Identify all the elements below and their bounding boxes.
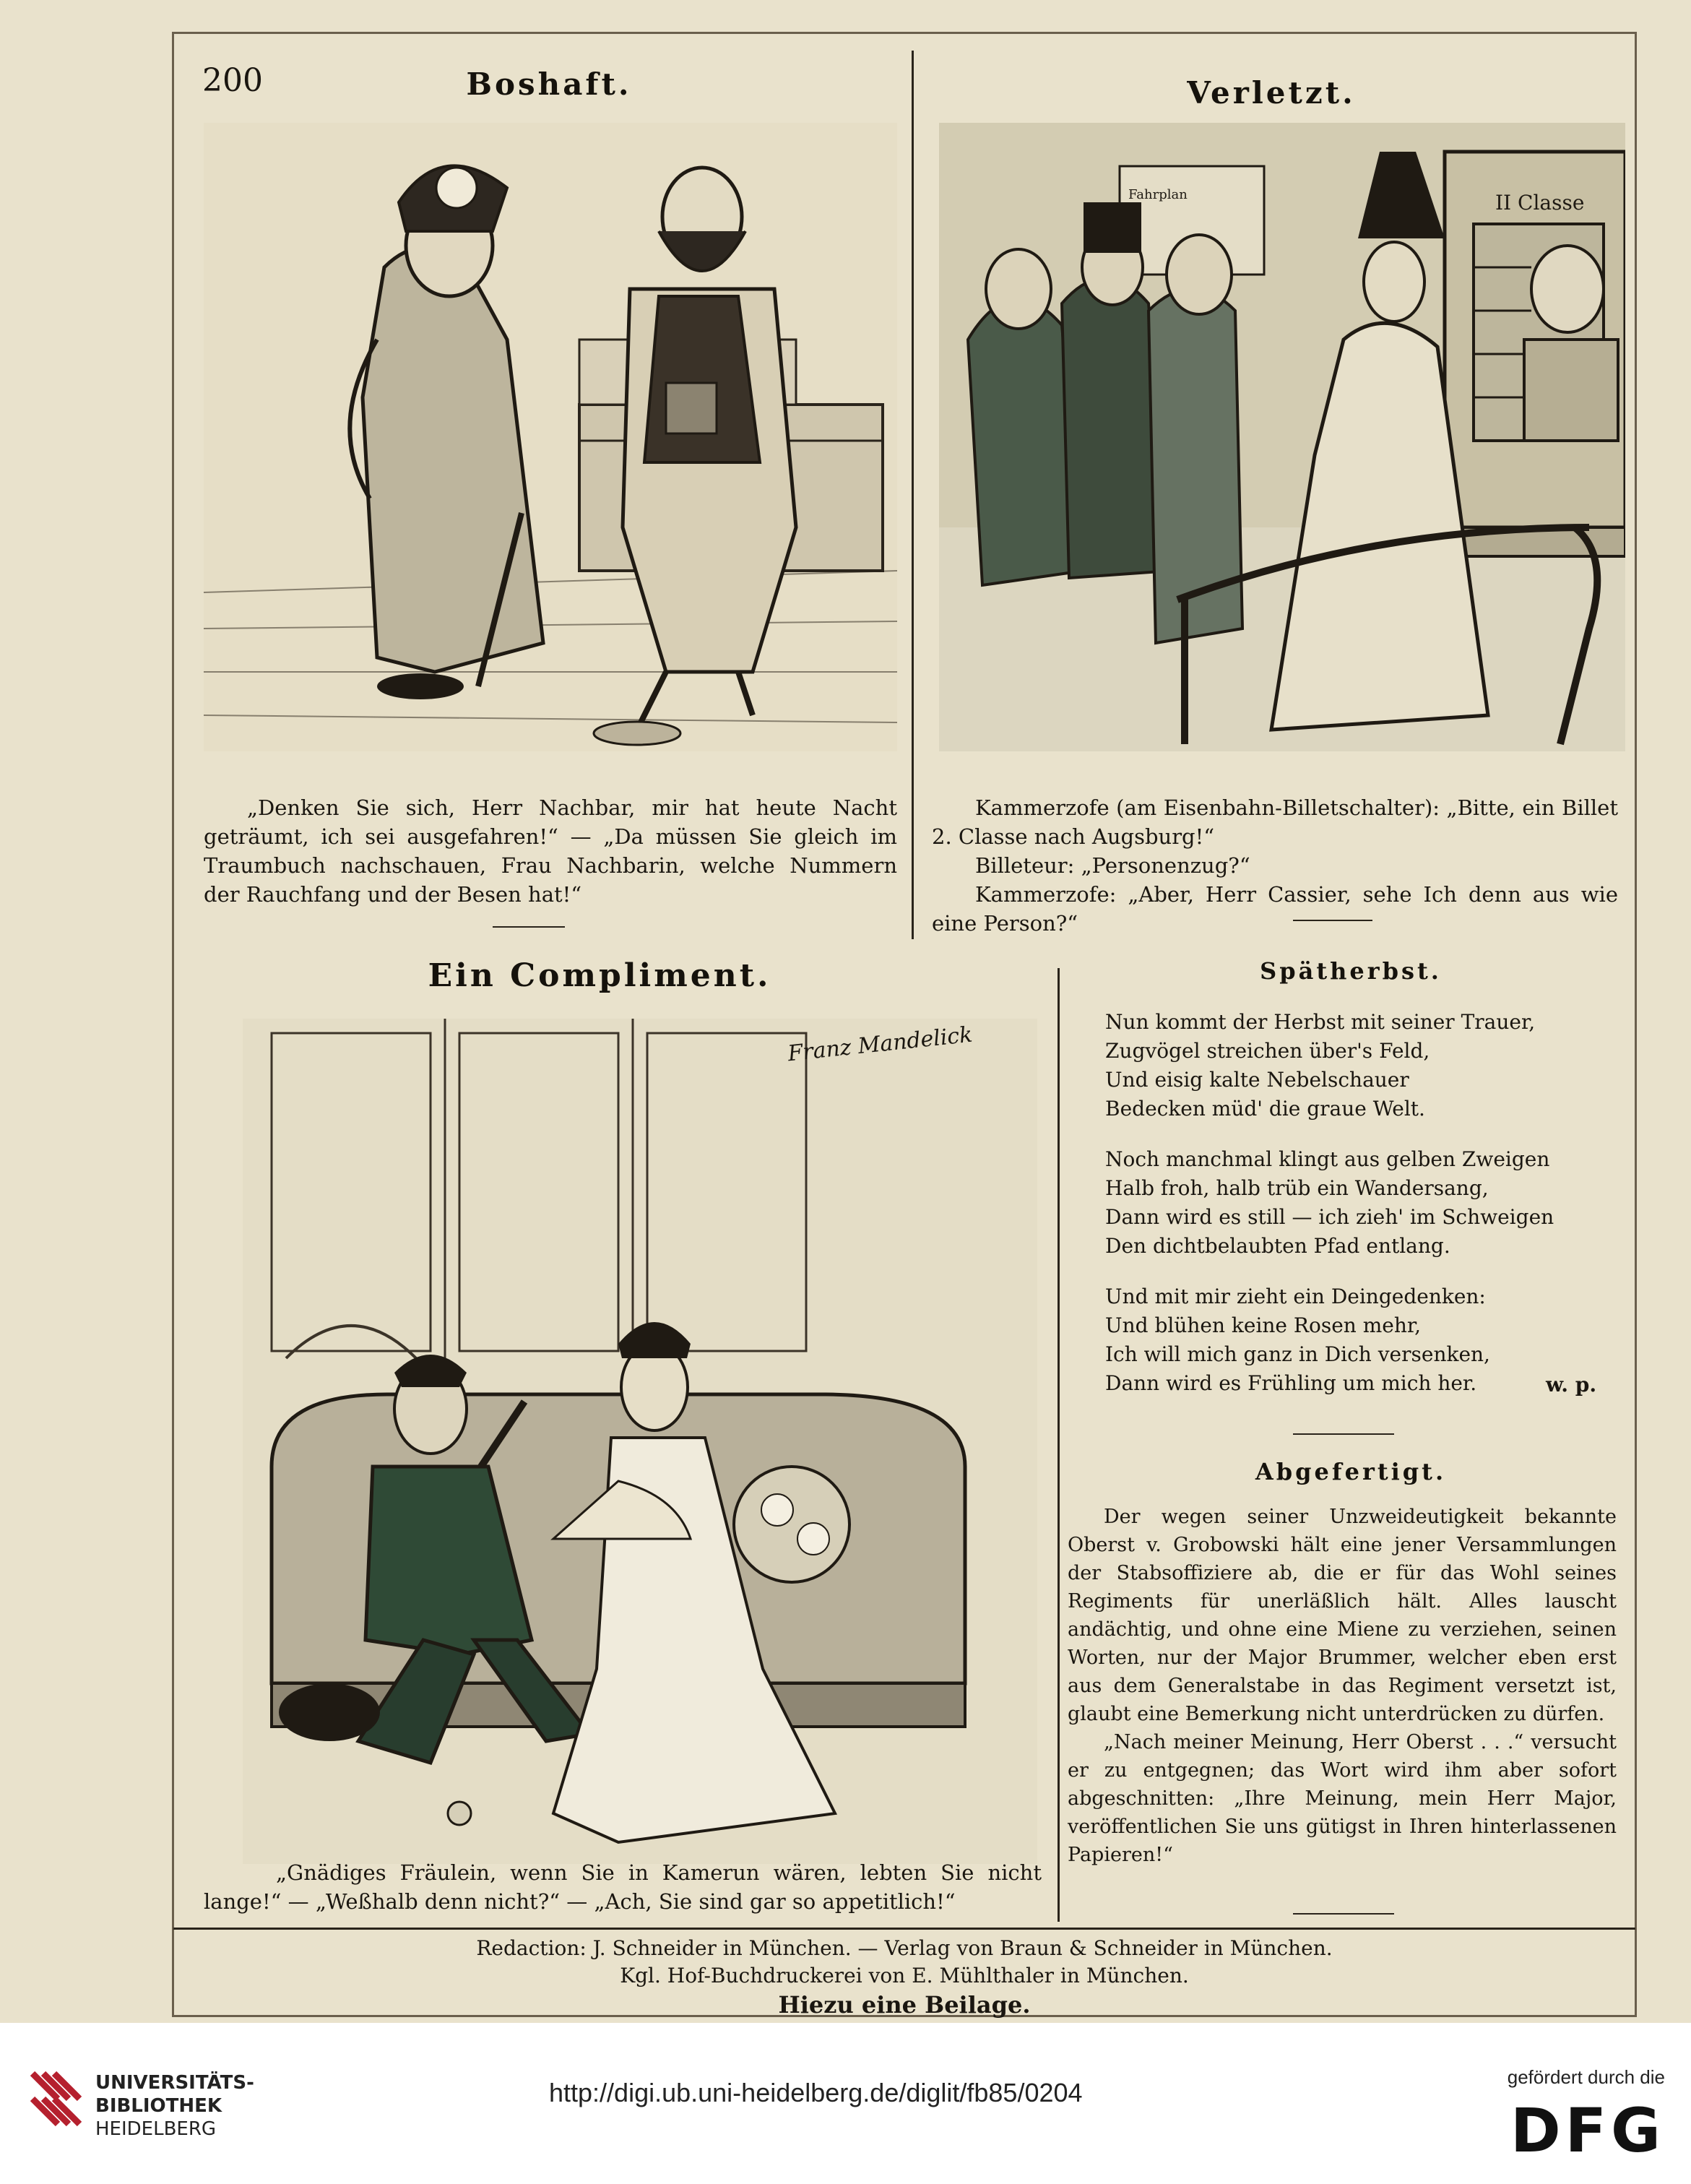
poem-stanza-1	[1105, 1008, 1535, 1123]
timetable-sign: Fahrplan	[1128, 187, 1188, 202]
poem-line: Nun kommt der Herbst mit seiner Trauer,	[1105, 1010, 1536, 1034]
cartoon1-caption: „Denken Sie sich, Herr Nachbar, mir hat heute Nacht geträumt, ich sei ausgefahren!“ — „Da müssen Sie gleich im Traumbuch nachschauen, Frau Nachbarin, welche Nummern der Rauchfang und der Besen hat!“	[204, 795, 897, 907]
cartoon2-title: Verletzt.	[1187, 75, 1356, 111]
poem-stanza-3	[1105, 1282, 1490, 1398]
imprint-line-3: Hiezu eine Beilage.	[778, 1991, 1031, 2019]
cartoon3-artist-signature: Franz Mandelick	[786, 1022, 974, 1067]
poem-author: w. p.	[1546, 1373, 1597, 1397]
cartoon2-line1: Kammerzofe (am Eisenbahn-Billetschalter): „Bitte, ein Billet 2. Classe nach Augsburg!“	[932, 795, 1618, 849]
cartoon3-caption: „Gnädiges Fräulein, wenn Sie in Kamerun wären, lebten Sie nicht lange!“ — „Weßhalb denn nicht?“ — „Ach, Sie sind gar so appetitlich!“	[204, 1860, 1042, 1914]
poem-line: Bedecken müd' die graue Welt.	[1105, 1097, 1425, 1121]
cartoon2-dialogue-1	[932, 793, 1618, 851]
separator-rule	[1293, 920, 1372, 921]
cartoon1-illustration	[204, 123, 897, 751]
cartoon2-dialogue-2	[932, 851, 1618, 880]
library-name-line-2: BIBLIOTHEK	[95, 2095, 222, 2117]
poem-stanza-2	[1105, 1145, 1554, 1261]
poem-line: Zugvögel streichen über's Feld,	[1105, 1039, 1430, 1063]
cartoon2-dialogue-3	[932, 880, 1618, 938]
library-logo-icon	[29, 2066, 87, 2131]
column-rule-top	[912, 51, 914, 939]
poem-line: Und eisig kalte Nebelschauer	[1105, 1068, 1409, 1092]
cartoon2-line2: Billeteur: „Personenzug?“	[975, 853, 1250, 878]
poem-line: Ich will mich ganz in Dich versenken,	[1105, 1342, 1490, 1366]
imprint-rule	[173, 1928, 1635, 1930]
funding-note: gefördert durch die	[1507, 2066, 1665, 2088]
cartoon2-line3: Kammerzofe: „Aber, Herr Cassier, sehe Ich denn aus wie eine Person?“	[932, 882, 1618, 936]
separator-rule	[1293, 1913, 1394, 1915]
cartoon1-title: Boshaft.	[466, 66, 632, 102]
poem-line: Den dichtbelaubten Pfad entlang.	[1105, 1234, 1450, 1258]
anecdote-paragraph-1: Der wegen seiner Unzweideutigkeit bekannte Oberst v. Grobowski hält eine jener Versammlungen der Stabsoffiziere ab, die er für das Wohl seines Regiments für unerläßlich hält. Alles lauscht andächtig, und ohne eine Miene zu verziehen, seinen Worten, nur der Major Brummer, welcher eben erst aus dem Generalstabe in das Regiment versetzt ist, glaubt eine Bemerkung nicht unterdrücken zu dürfen.	[1068, 1506, 1617, 1725]
digitization-footer	[0, 2023, 1691, 2184]
library-name-line-1: UNIVERSITÄTS-	[95, 2072, 254, 2094]
separator-rule	[1293, 1433, 1394, 1435]
cartoon3-title: Ein Compliment.	[428, 957, 771, 994]
page-number: 200	[202, 62, 263, 99]
imprint-line-1: Redaction: J. Schneider in München. — Verlag von Braun & Schneider in München.	[476, 1936, 1333, 1960]
library-name-line-3: HEIDELBERG	[95, 2118, 217, 2140]
poem-line: Und mit mir zieht ein Deingedenken:	[1105, 1285, 1486, 1308]
imprint-line-2: Kgl. Hof-Buchdruckerei von E. Mühlthaler in München.	[620, 1964, 1189, 1987]
separator-rule	[493, 926, 565, 928]
anecdote-title: Abgefertigt.	[1255, 1458, 1447, 1485]
poem-line: Halb froh, halb trüb ein Wandersang,	[1105, 1176, 1489, 1200]
poem-line: Dann wird es still — ich zieh' im Schweigen	[1105, 1205, 1554, 1229]
cartoon3-illustration	[243, 1019, 1037, 1864]
cartoon2-illustration	[939, 123, 1625, 751]
window-label: II Classe	[1495, 191, 1585, 215]
poem-title: Spätherbst.	[1260, 957, 1442, 985]
poem-line: Und blühen keine Rosen mehr,	[1105, 1313, 1422, 1337]
dfg-logo: DFG	[1510, 2095, 1665, 2166]
anecdote-paragraph-2: „Nach meiner Meinung, Herr Oberst . . .“ versucht er zu entgegnen; das Wort wird ihm aber sofort abgeschnitten: „Ihre Meinung, mein Herr Major, veröffentlichen Sie uns gütigst in Ihren hinterlassenen Papieren!“	[1068, 1731, 1617, 1866]
permalink-url[interactable]: http://digi.ub.uni-heidelberg.de/diglit/fb85/0204	[549, 2078, 1083, 2107]
column-rule-bottom	[1058, 968, 1060, 1922]
poem-line: Dann wird es Frühling um mich her.	[1105, 1371, 1477, 1395]
poem-line: Noch manchmal klingt aus gelben Zweigen	[1105, 1147, 1550, 1171]
